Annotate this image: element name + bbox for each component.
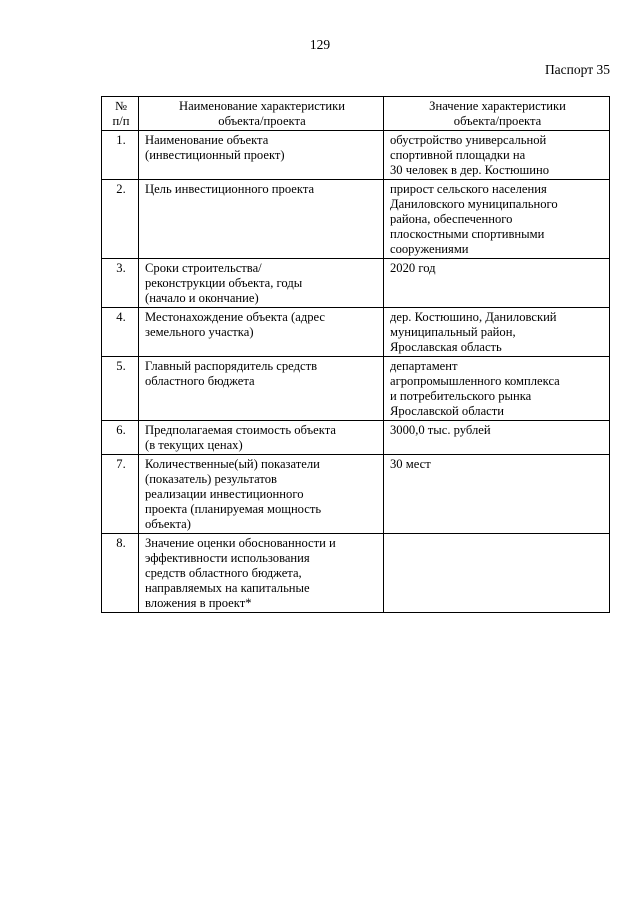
characteristic-name-line: объекта)	[145, 517, 191, 531]
characteristic-name	[139, 357, 384, 421]
characteristic-value-line: района, обеспеченного	[390, 212, 513, 226]
characteristic-name-line: (в текущих ценах)	[145, 438, 243, 452]
table-row	[102, 357, 610, 421]
table-header-row	[102, 97, 610, 131]
characteristic-value	[384, 357, 610, 421]
characteristic-value	[384, 308, 610, 357]
characteristic-name	[139, 421, 384, 455]
characteristic-name-line: Количественные(ый) показатели	[145, 457, 320, 471]
row-number: 6.	[102, 421, 139, 455]
characteristic-value-line: 2020 год	[390, 261, 436, 275]
header-num-line: №	[114, 99, 128, 113]
characteristic-name	[139, 455, 384, 534]
characteristic-name-line: проекта (планируемая мощность	[145, 502, 322, 516]
characteristic-value	[384, 259, 610, 308]
row-number: 3.	[102, 259, 139, 308]
page-number: 129	[309, 37, 331, 52]
characteristic-value-line: сооружениями	[390, 242, 469, 256]
characteristic-name-line: средств областного бюджета,	[145, 566, 302, 580]
passport-table	[101, 96, 610, 613]
header-value	[384, 97, 610, 131]
row-number: 8.	[102, 534, 139, 613]
header-name-line: объекта/проекта	[218, 114, 306, 128]
characteristic-value	[384, 455, 610, 534]
table-body	[102, 131, 610, 613]
characteristic-value	[384, 421, 610, 455]
table-row	[102, 421, 610, 455]
characteristic-value-line: Даниловского муниципального	[390, 197, 558, 211]
characteristic-name-line: направляемых на капитальные	[145, 581, 310, 595]
characteristic-value	[384, 534, 610, 613]
passport-label: Паспорт 35	[544, 62, 610, 77]
table-row	[102, 455, 610, 534]
characteristic-name-line: областного бюджета	[145, 374, 255, 388]
table-row	[102, 534, 610, 613]
characteristic-value-line: Ярославской области	[390, 404, 504, 418]
characteristic-value-line: 3000,0 тыс. рублей	[390, 423, 491, 437]
characteristic-value-line: дер. Костюшино, Даниловский	[390, 310, 557, 324]
characteristic-name-line: Местонахождение объекта (адрес	[145, 310, 326, 324]
characteristic-name-line: эффективности использования	[145, 551, 310, 565]
characteristic-name-line: Главный распорядитель средств	[145, 359, 318, 373]
characteristic-name-line: реализации инвестиционного	[145, 487, 304, 501]
characteristic-value-line: и потребительского рынка	[390, 389, 532, 403]
characteristic-name	[139, 308, 384, 357]
characteristic-value-line: Ярославская область	[390, 340, 502, 354]
table-row	[102, 131, 610, 180]
characteristic-value-line: муниципальный район,	[390, 325, 516, 339]
row-number: 2.	[102, 180, 139, 259]
table-row	[102, 308, 610, 357]
characteristic-name	[139, 534, 384, 613]
characteristic-value-line: 30 мест	[390, 457, 431, 471]
characteristic-name-line: Наименование объекта	[145, 133, 269, 147]
characteristic-name-line: Значение оценки обоснованности и	[145, 536, 336, 550]
header-num	[102, 97, 139, 131]
header-value-line: объекта/проекта	[453, 114, 542, 128]
characteristic-name	[139, 131, 384, 180]
table-row	[102, 259, 610, 308]
row-number: 7.	[102, 455, 139, 534]
characteristic-name-line: вложения в проект*	[145, 596, 252, 610]
characteristic-name-line: (начало и окончание)	[145, 291, 259, 305]
characteristic-name	[139, 180, 384, 259]
characteristic-name-line: реконструкции объекта, годы	[145, 276, 303, 290]
header-name	[139, 97, 384, 131]
row-number: 4.	[102, 308, 139, 357]
row-number: 5.	[102, 357, 139, 421]
characteristic-value-line: агропромышленного комплекса	[390, 374, 560, 388]
characteristic-value-line: прирост сельского населения	[390, 182, 547, 196]
table-row	[102, 180, 610, 259]
characteristic-value	[384, 180, 610, 259]
characteristic-value-line: плоскостными спортивными	[390, 227, 545, 241]
header-value-line: Значение характеристики	[429, 99, 566, 113]
characteristic-name-line: (инвестиционный проект)	[145, 148, 285, 162]
header-name-line: Наименование характеристики	[179, 99, 345, 113]
characteristic-value-line: департамент	[390, 359, 458, 373]
characteristic-value-line: спортивной площадки на	[390, 148, 526, 162]
header-num-line: п/п	[112, 114, 130, 128]
characteristic-name-line: (показатель) результатов	[145, 472, 277, 486]
characteristic-value-line: обустройство универсальной	[390, 133, 547, 147]
characteristic-name-line: земельного участка)	[145, 325, 254, 339]
characteristic-name	[139, 259, 384, 308]
characteristic-name-line: Сроки строительства/	[145, 261, 262, 275]
row-number: 1.	[102, 131, 139, 180]
characteristic-value	[384, 131, 610, 180]
characteristic-name-line: Цель инвестиционного проекта	[145, 182, 315, 196]
characteristic-name-line: Предполагаемая стоимость объекта	[145, 423, 336, 437]
characteristic-value-line: 30 человек в дер. Костюшино	[390, 163, 550, 177]
